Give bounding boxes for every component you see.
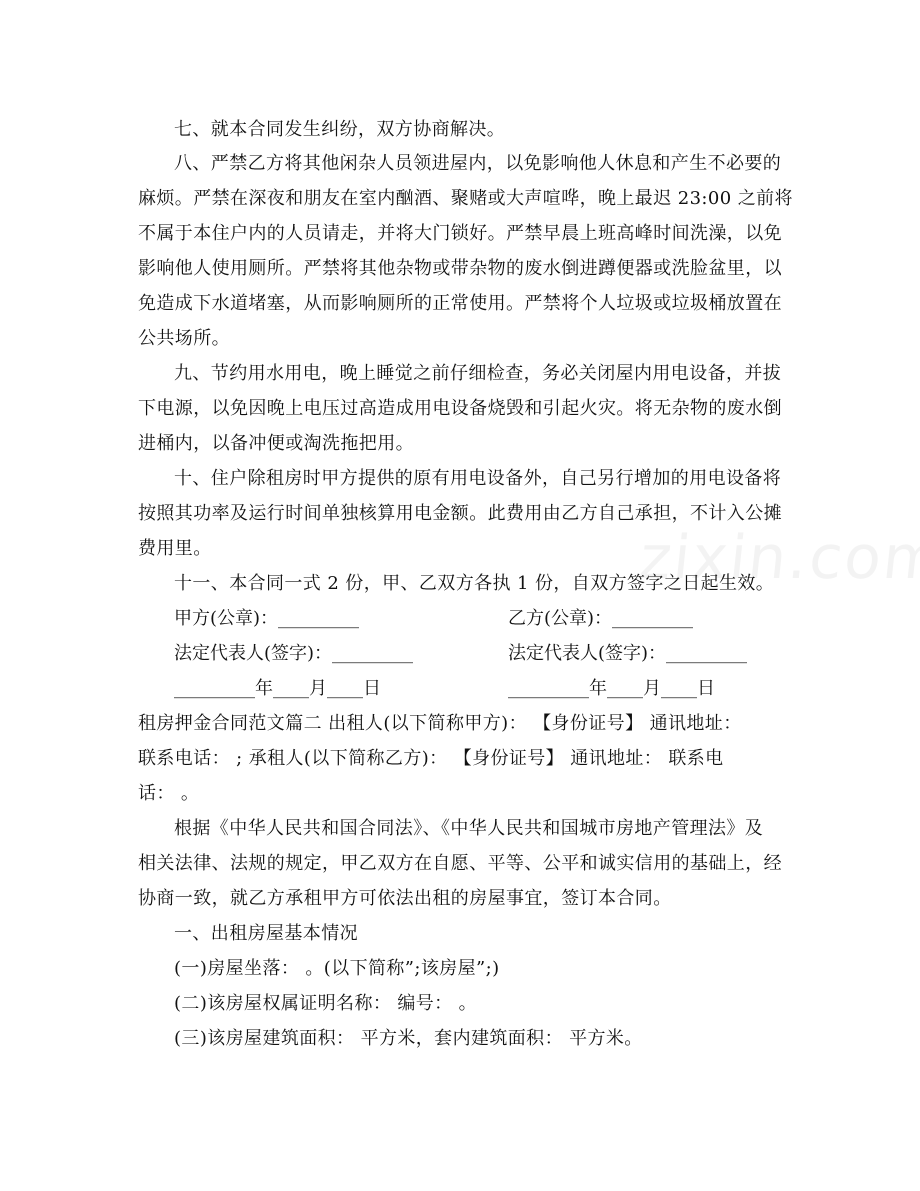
basis-line: 相关法律、法规的规定，甲乙双方在自愿、平等、公平和诚实信用的基础上，经 [138, 853, 782, 874]
clause-10-line: 按照其功率及运行时间单独核算用电金额。此费用由乙方自己承担，不计入公摊 [138, 503, 782, 524]
clause-8-line: 不属于本住户内的人员请走，并将大门锁好。严禁早晨上班高峰时间洗澡，以免 [138, 223, 782, 244]
basis-line: 协商一致，就乙方承租甲方可依法出租的房屋事宜，签订本合同。 [138, 888, 672, 909]
clause-8-line: 麻烦。严禁在深夜和朋友在室内酗酒、聚赌或大声喧哗，晚上最迟 23:00 之前将 [138, 188, 793, 209]
item-heading: 一、出租房屋基本情况 [174, 923, 358, 944]
clause-9-line: 进桶内，以备冲便或淘洗拖把用。 [138, 433, 414, 454]
clause-7: 七、就本合同发生纠纷，双方协商解决。 [174, 119, 506, 140]
party-a-date: _________年____月____日 [174, 678, 381, 699]
section2-header-line: 租房押金合同范文篇二 出租人(以下简称甲方)： 【身份证号】 通讯地址： [138, 713, 742, 734]
party-a-representative: 法定代表人(签字)：_________ [174, 643, 414, 664]
clause-8-line: 公共场所。 [138, 328, 230, 349]
party-b-seal: 乙方(公章)：_________ [508, 608, 694, 629]
basis-line: 根据《中华人民共和国合同法》、《中华人民共和国城市房地产管理法》及 [174, 818, 764, 839]
section2-header-line: 话： 。 [138, 783, 200, 804]
party-b-representative: 法定代表人(签字)：_________ [508, 643, 748, 664]
item-ownership-certificate: (二)该房屋权属证明名称： 编号： 。 [174, 993, 478, 1014]
clause-10-line: 十、住户除租房时甲方提供的原有用电设备外，自己另行增加的用电设备将 [174, 468, 782, 489]
clause-10-line: 费用里。 [138, 538, 212, 559]
clause-8-line: 八、严禁乙方将其他闲杂人员领进屋内，以免影响他人休息和产生不必要的 [174, 153, 782, 174]
clause-9-line: 九、节约用水用电，晚上睡觉之前仔细检查，务必关闭屋内用电设备，并拔 [174, 363, 782, 384]
item-area: (三)该房屋建筑面积： 平方米，套内建筑面积： 平方米。 [174, 1028, 643, 1049]
clause-8-line: 影响他人使用厕所。严禁将其他杂物或带杂物的废水倒进蹲便器或洗脸盆里，以 [138, 258, 782, 279]
section2-header-line: 联系电话： ; 承租人(以下简称乙方)： 【身份证号】 通讯地址： 联系电 [138, 748, 724, 769]
party-a-seal: 甲方(公章)：_________ [174, 608, 360, 629]
party-b-date: _________年____月____日 [508, 678, 715, 699]
clause-11: 十一、本合同一式 2 份，甲、乙双方各执 1 份，自双方签字之日起生效。 [174, 573, 775, 594]
clause-9-line: 下电源，以免因晚上电压过高造成用电设备烧毁和引起火灾。将无杂物的废水倒 [138, 398, 782, 419]
item-location: (一)房屋坐落： 。(以下简称”;该房屋”;) [174, 958, 500, 979]
clause-8-line: 免造成下水道堵塞，从而影响厕所的正常使用。严禁将个人垃圾或垃圾桶放置在 [138, 293, 782, 314]
